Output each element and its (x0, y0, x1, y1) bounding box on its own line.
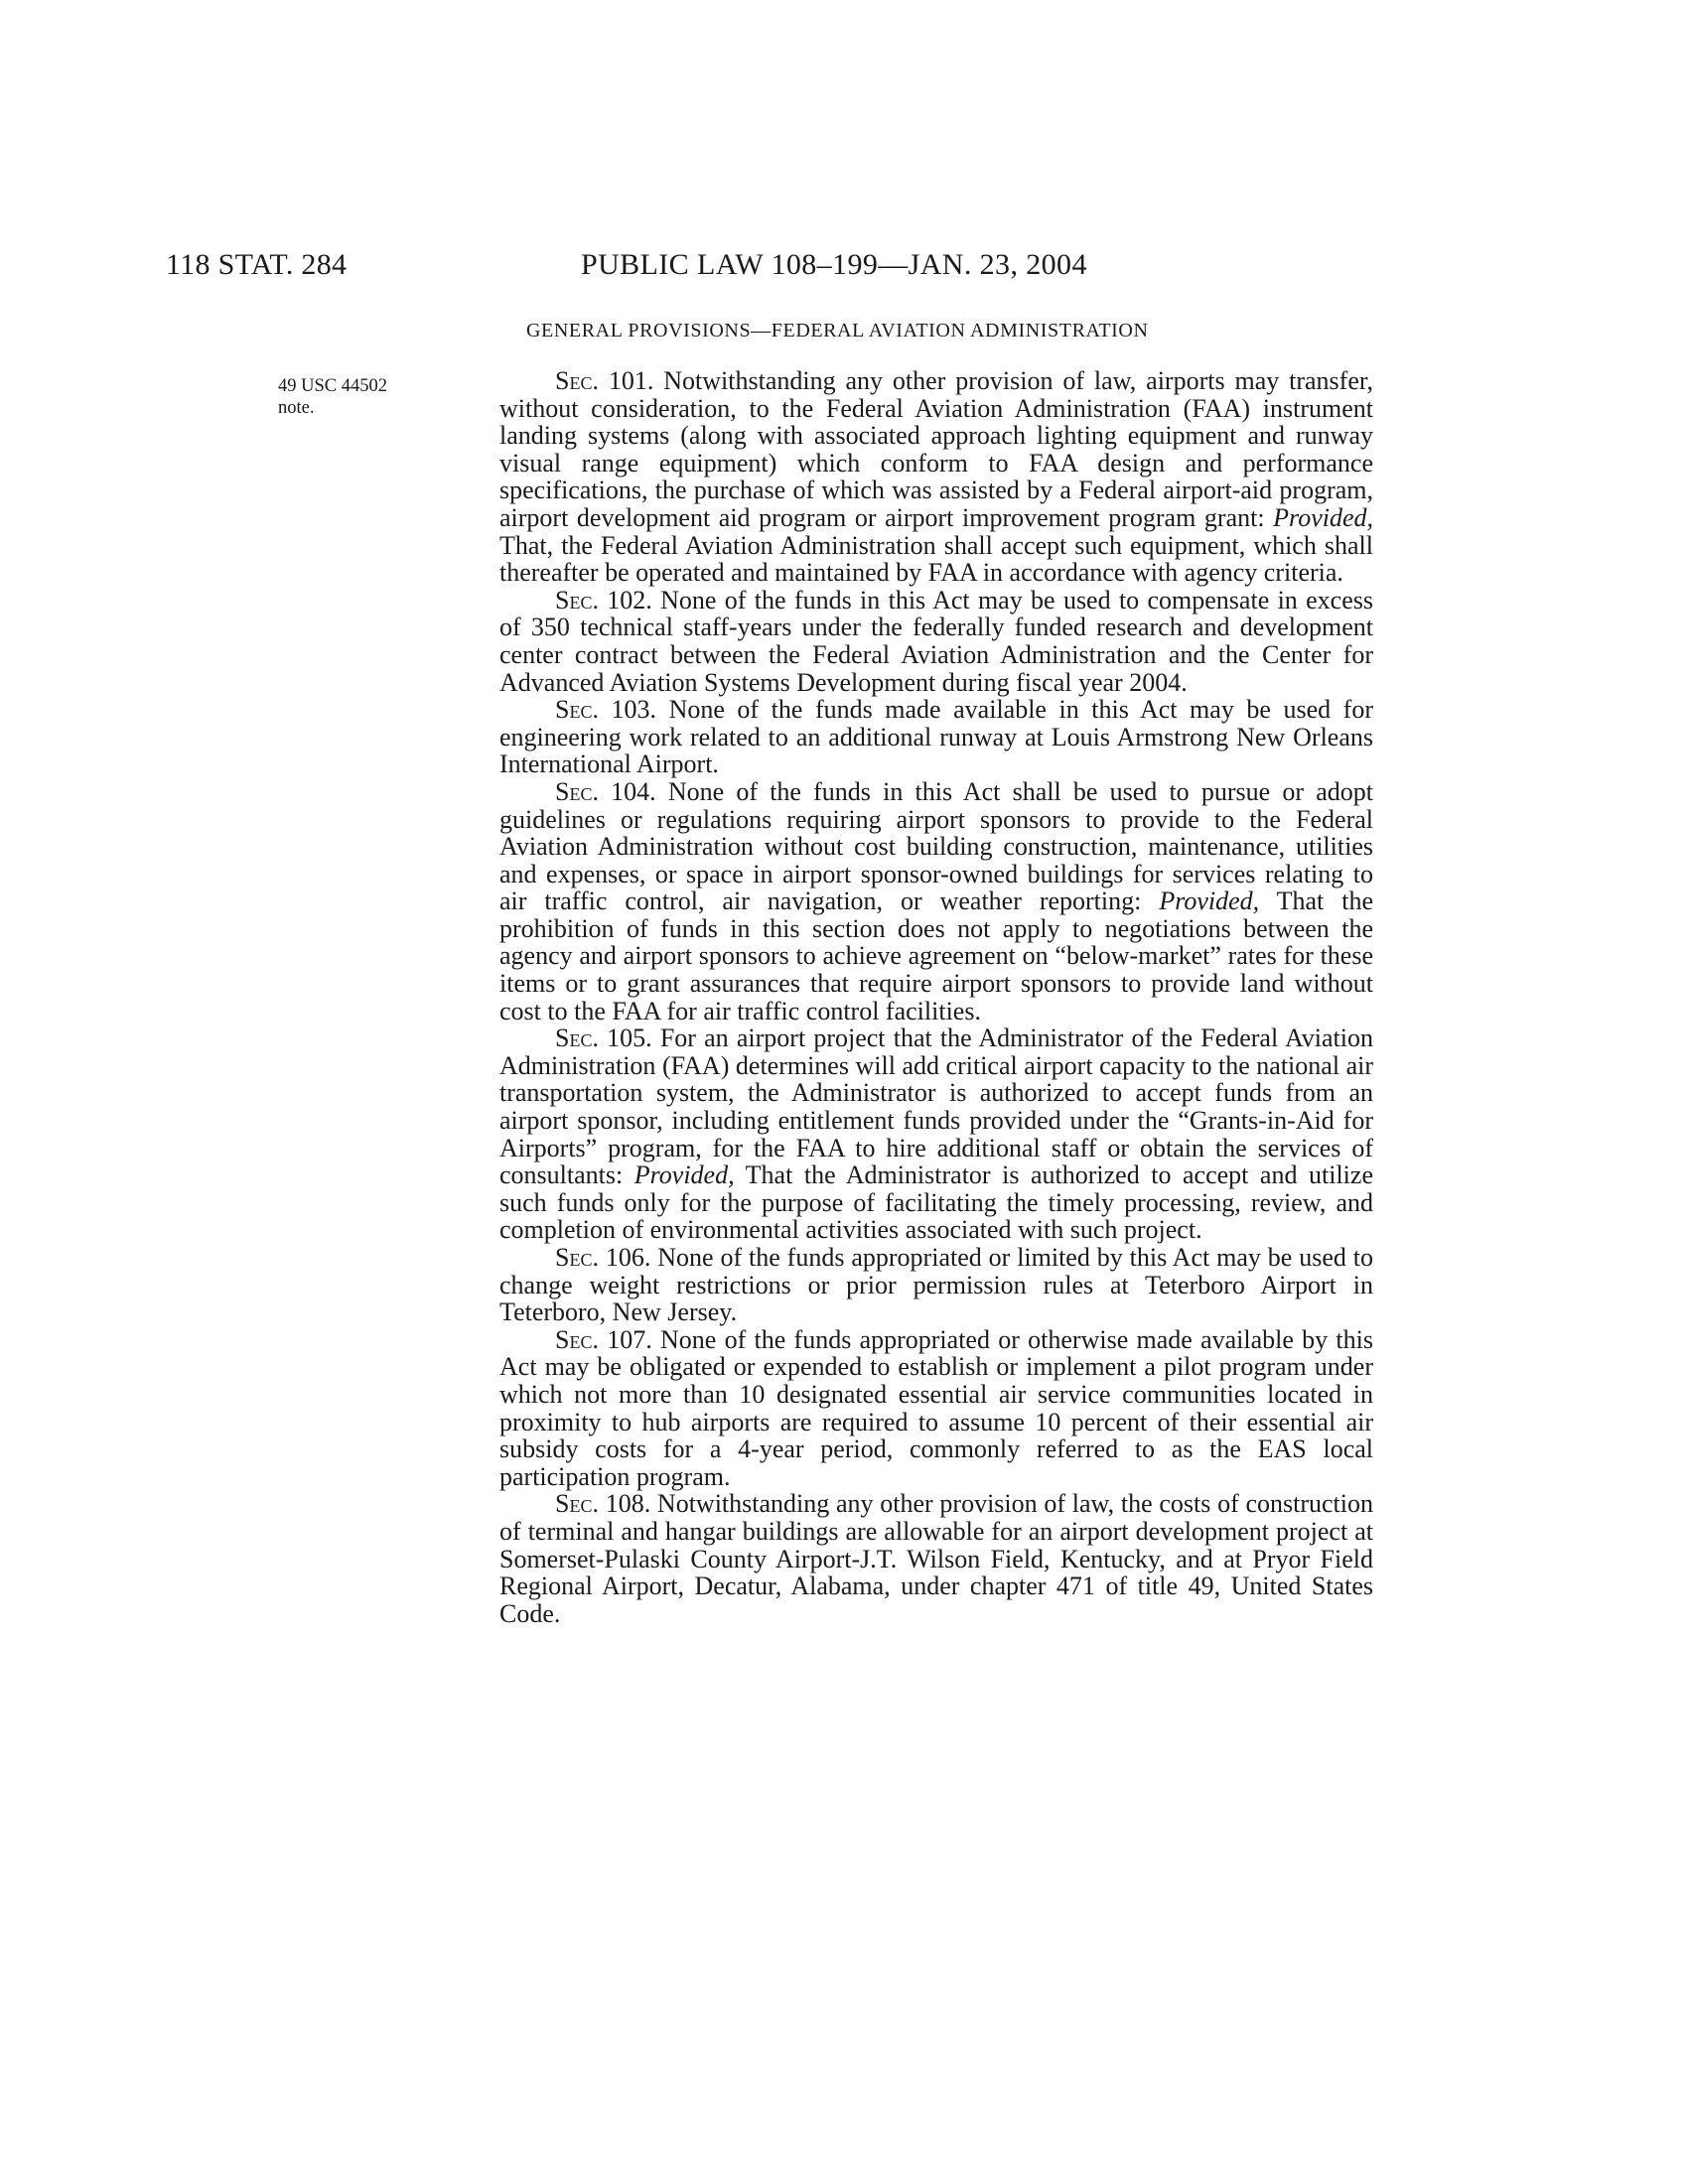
section-text: That the Administrator is authorized to accept and utilize such funds only for the purpose of facilitating the timely processing, review, and completion of environmental activities associated with such project. (499, 1160, 1373, 1245)
section-text: Notwithstanding any other provision of law, airports may transfer, without consideration, to the Federal Aviation Administration (FAA) instrument landing systems (along with associated approach lighting equipment and runway visual range equipment) which conform to FAA design and performance specifications, the purchase of which was assisted by a Federal airport-aid program, airport development aid program or airport improvement program grant: (499, 366, 1373, 532)
section-text: That, the Federal Aviation Administration shall accept such equipment, which shall thereafter be operated and maintained by FAA in accordance with agency criteria. (499, 530, 1373, 588)
section-label: Sec. 108. (555, 1489, 651, 1519)
section-text: Notwithstanding any other provision of law, the costs of construction of terminal and hangar buildings are allowable for an airport development project at Somerset-Pulaski County Airport-J.T. Wilson Field, Kentucky, and at Pryor Field Regional Airport, Decatur, Alabama, under chapter 471 of title 49, United States Code. (499, 1489, 1373, 1628)
section-text: For an airport project that the Administrator of the Federal Aviation Administration (FAA) determines will add critical airport capacity to the national air transportation system, the Administrator is authorized to accept funds from an airport sponsor, including entitlement funds provided under the “Grants-in-Aid for Airports” program, for the FAA to hire additional staff or obtain the services of consultants: (499, 1024, 1374, 1190)
section-paragraph-104 (499, 778, 1373, 1024)
provided-clause: Provided, (1273, 502, 1373, 532)
page-header (0, 248, 1688, 288)
margin-note-suffix: note. (278, 398, 315, 418)
section-paragraph-106 (499, 1244, 1373, 1326)
section-label: Sec. 102. (555, 585, 652, 614)
section-paragraph-103 (499, 696, 1373, 778)
section-label: Sec. 104. (555, 776, 656, 806)
section-paragraph-102 (499, 587, 1373, 696)
section-label: Sec. 107. (555, 1324, 652, 1354)
section-paragraph-105 (499, 1024, 1373, 1244)
section-label: Sec. 101. (555, 366, 654, 395)
margin-note (278, 375, 447, 419)
section-paragraph-108 (499, 1490, 1373, 1627)
provided-clause: Provided, (633, 1160, 735, 1190)
section-label: Sec. 105. (555, 1024, 652, 1053)
margin-note-citation: 49 USC 44502 (278, 376, 387, 396)
section-heading: GENERAL PROVISIONS—FEDERAL AVIATION ADMINISTRATION (526, 320, 1149, 341)
statute-reference: 118 STAT. 284 (166, 248, 348, 281)
section-paragraph-101 (499, 367, 1373, 587)
public-law-title: PUBLIC LAW 108–199—JAN. 23, 2004 (581, 248, 1087, 281)
section-text: None of the funds appropriated or limited by this Act may be used to change weight restrictions or prior permission rules at Teterboro Airport in Teterboro, New Jersey. (499, 1243, 1373, 1327)
section-text: That the prohibition of funds in this section does not apply to negotiations between the agency and airport sponsors to achieve agreement on “below-market” rates for these items or to grant assurances that require airport sponsors to provide land without cost to the FAA for air traffic control facilities. (499, 887, 1373, 1025)
section-text: None of the funds in this Act may be used to compensate in excess of 350 technical staff-years under the federally funded research and development center contract between the Federal Aviation Administration and the Center for Advanced Aviation Systems Development during fiscal year 2004. (499, 585, 1373, 697)
section-text: None of the funds appropriated or otherwise made available by this Act may be obligated or expended to establish or implement a pilot program under which not more than 10 designated essential air service communities located in proximity to hub airports are required to assume 10 percent of their essential air subsidy costs for a 4-year period, commonly referred to as the EAS local participation program. (499, 1324, 1373, 1491)
section-paragraph-107 (499, 1326, 1373, 1491)
section-label: Sec. 103. (555, 695, 657, 725)
body-text (499, 367, 1373, 1627)
section-text: None of the funds in this Act shall be used to pursue or adopt guidelines or regulations requiring airport sponsors to provide to the Federal Aviation Administration without cost building construction, maintenance, utilities and expenses, or space in airport sponsor-owned buildings for services relating to air traffic control, air navigation, or weather reporting: (499, 776, 1373, 916)
provided-clause: Provided, (1159, 887, 1260, 916)
section-label: Sec. 106. (555, 1243, 651, 1272)
section-text: None of the funds made available in this Act may be used for engineering work related to an additional runway at Louis Armstrong New Orleans International Airport. (499, 695, 1373, 779)
